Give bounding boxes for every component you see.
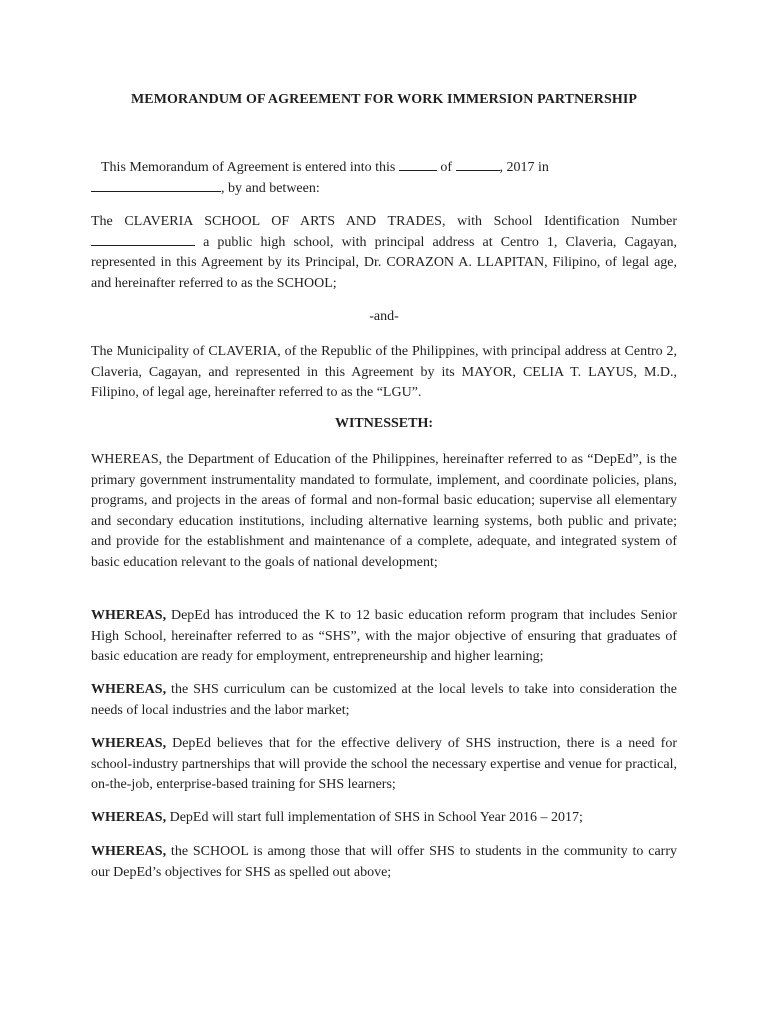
place-blank xyxy=(91,179,221,192)
whereas-text: the Department of Education of the Philippines, hereinafter referred to as “DepEd”, is the primary government instrumentality mandated to formulate, implement, and coordinate policies, plans, programs, and projects in the areas of formal and non-formal basic education; supervise all elementary and secondary education institutions, including alternative learning systems, both public and private; and provide for the establishment and maintenance of a complete, adequate, and integrated system of basic education relevant to the goals of national development; xyxy=(91,452,677,570)
whereas-lead: WHEREAS, xyxy=(91,844,167,859)
whereas-lead: WHEREAS, xyxy=(91,608,167,623)
and-separator: -and- xyxy=(369,309,399,324)
intro-text-1: This Memorandum of Agreement is entered into this xyxy=(101,160,396,175)
whereas-lead: WHEREAS, xyxy=(91,736,167,751)
whereas-text: DepEd believes that for the effective delivery of SHS instruction, there is a need for school-industry partnerships that will provide the school the necessary expertise and venue for practical, on-the-job, enterprise-based training for SHS learners; xyxy=(91,736,677,792)
whereas-clause-1 xyxy=(91,450,677,573)
school-text-2: a public high school, with principal address at Centro 1, Claveria, Cagayan, represented in this Agreement by its Principal, Dr. CORAZON A. LLAPITAN, Filipino, of legal age, and hereinafter referred to as the SCHOOL; xyxy=(91,234,678,291)
whereas-text: the SCHOOL is among those that will offer SHS to students in the community to carry our DepEd’s objectives for SHS as spelled out above; xyxy=(91,844,677,880)
school-text-1: The CLAVERIA SCHOOL OF ARTS AND TRADES, with School Identification Number xyxy=(91,214,677,229)
intro-text-2: of xyxy=(440,160,452,175)
whereas-text: DepEd will start full implementation of SHS in School Year 2016 – 2017; xyxy=(166,810,583,825)
month-blank xyxy=(456,158,500,171)
school-paragraph xyxy=(91,212,677,294)
school-id-blank xyxy=(91,233,195,246)
whereas-clause-4 xyxy=(91,734,677,796)
whereas-text: DepEd has introduced the K to 12 basic education reform program that includes Senior High School, hereinafter referred to as “SHS”, with the major objective of ensuring that graduates of basic education are ready for employment, entrepreneurship and higher learning; xyxy=(91,608,677,664)
document-title: MEMORANDUM OF AGREEMENT FOR WORK IMMERSION PARTNERSHIP xyxy=(130,92,638,107)
whereas-text: the SHS curriculum can be customized at the local levels to take into consideration the needs of local industries and the labor market; xyxy=(91,682,677,718)
witnesseth-heading: WITNESSETH: xyxy=(334,416,434,431)
whereas-lead: WHEREAS, xyxy=(91,810,167,825)
whereas-clause-5 xyxy=(91,808,677,829)
whereas-clause-2 xyxy=(91,606,677,668)
day-blank xyxy=(399,158,437,171)
intro-paragraph xyxy=(91,158,677,199)
lgu-paragraph: The Municipality of CLAVERIA, of the Republic of the Philippines, with principal address at Centro 2, Claveria, Cagayan, and represented in this Agreement by its MAYOR, CELIA T. LAYUS, M.D., Filipino, of legal age, hereinafter referred to as the “LGU”. xyxy=(91,344,677,400)
whereas-clause-6 xyxy=(91,842,677,883)
whereas-lead: WHEREAS, xyxy=(91,452,163,467)
whereas-lead: WHEREAS, xyxy=(91,682,167,697)
intro-text-4: , by and between: xyxy=(221,180,320,196)
whereas-clause-3 xyxy=(91,680,677,721)
intro-text-3: , 2017 in xyxy=(499,160,549,175)
